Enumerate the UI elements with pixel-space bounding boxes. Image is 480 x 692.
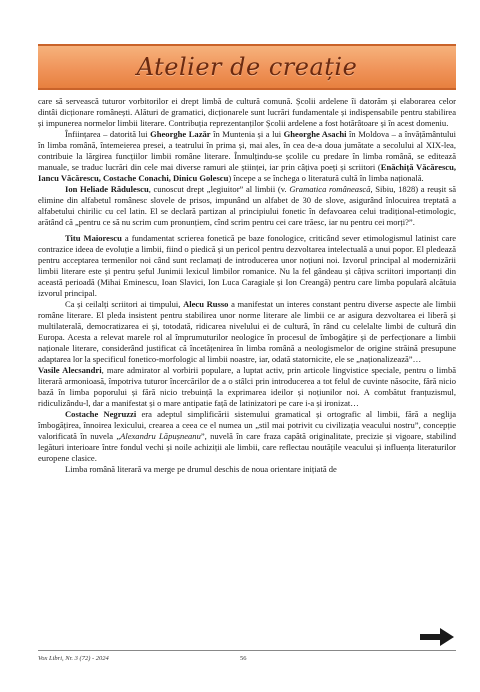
paragraph-4 <box>38 233 456 299</box>
footer-divider <box>38 650 456 651</box>
text-run: a fundamentat scrierea fonetică pe baze fonologice, criticând sever etimologismul latinist care contrazice ideea de evoluție a limbii, fiind o piedică și un pericol pentru dezvoltarea intelectuală a unui popor. El pledează pentru acceptarea termenilor noi când sunt reclamați de introducerea unor noțiuni noi. Izvorul principal al modernizării limbii literare este și pentru șeful Junimii lexicul limbilor romanice. Nu la fel gândeau și câțiva scriitori importanți din această perioadă (Mihai Eminescu, Ioan Slavici, Ion Luca Caragiale și Ion Creangă) pentru care limba populară alcătuia izvorul principal. <box>38 233 456 298</box>
text-run: Ca și ceilalți scriitori ai timpului, <box>65 299 184 309</box>
paragraph-2 <box>38 129 456 184</box>
section-banner <box>38 44 456 90</box>
text-run: ”, nuvelă în care fraza capătă originalitate, precizie și vigoare, stabilind legături interioare între fondul vechi și noile achiziții ale limbii, care reflectau noutățile veacului și influența literaturilor europene clasice. <box>38 431 456 463</box>
bold-name: Ion Heliade Rădulescu <box>65 184 149 194</box>
italic-title: Alexandru Lăpușneanu <box>120 431 201 441</box>
right-arrow-icon <box>420 628 454 646</box>
bold-name: Costache Negruzzi <box>65 409 137 419</box>
section-title: Atelier de creație <box>136 53 358 81</box>
journal-info: Vox Libri, Nr. 3 (72) - 2024 <box>38 655 109 662</box>
paragraph-5 <box>38 299 456 365</box>
text-run: era adeptul simplificării sistemului gramatical și ortografic al limbii, fără a neglija îmbogățirea, înnoirea lexicului, crearea a ceea ce el numea un „stil mai potrivit cu civilizația veacului nostru”, concepție valorificată în nuvela „ <box>38 409 456 441</box>
page-number: 56 <box>240 655 247 662</box>
paragraph-3 <box>38 184 456 228</box>
paragraph-6 <box>38 365 456 409</box>
bold-name: Titu Maiorescu <box>65 233 122 243</box>
text-run: în Muntenia și a lui <box>210 129 284 139</box>
article-body <box>38 96 456 475</box>
text-run: Înființarea – datorită lui <box>65 129 151 139</box>
text-run: a manifestat un interes constant pentru diverse aspecte ale limbii române literare. El pleda insistent pentru stabilirea unor norme literare ale limbii ce ar asigura dezvoltarea ei liberă și multilaterală, democratizarea ei și, totodată, ridicarea nivelului ei de cultură, în rând cu celelalte limbi de cultură din Europa. Acesta a relevat marele rol al împrumuturilor neologice în procesul de îmbogățire și de perfecționare a limbii naționale literare, considerând justificat că încetățenirea în limba română a neologismelor de origine străină presupune adaptarea lor la specificul fonetico-morfologic al limbii noastre, iar, odată statornicite, ele se „naționalizează”… <box>38 299 456 364</box>
paragraph-1 <box>38 96 456 129</box>
bold-name: Vasile Alecsandri <box>38 365 102 375</box>
text-run: care să servească tuturor vorbitorilor ei drept limbă de cultură comună. Școlii ardelene îi datorăm și elaborarea celor dintâi dicționare românești. Alături de gramatici, dicționarele sunt lucrări fundamentale și indispensabile pentru stabilirea și impunerea normelor limbii literare. Contribuția reprezentanților Școlii ardelene a fost hotărâtoare și în acest domeniu. <box>38 96 456 128</box>
bold-name: Gheorghe Lazăr <box>150 129 211 139</box>
bold-name: Gheorghe Asachi <box>283 129 347 139</box>
paragraph-7 <box>38 409 456 464</box>
text-run: , cunoscut drept „legiuitor” al limbii (v. <box>148 184 290 194</box>
text-run: Limba română literară va merge pe drumul deschis de noua orientare inițiată de <box>65 464 337 474</box>
italic-title: Gramatica românească <box>289 184 371 194</box>
bold-name: Enăchiță Văcărescu, Iancu Văcărescu, Costache Conachi, Dinicu Golescu <box>38 162 456 183</box>
paragraph-8 <box>38 464 456 475</box>
text-run: , Sibiu, 1828) a reușit să elimine din alfabetul românesc slovele de prisos, impunând un alfabet de 30 de slove, asigurând înlocuirea treptată a alfabetului chirilic cu cel latin. El se declară partizan al principiului fonetic în defavoarea celui tradițional-etimologic, arătând că „pentru ce să nu scrim cum pronunțiem, cînd scrim pentru cei care trăesc, iar nu pentru cei morți?”. <box>38 184 456 227</box>
text-run: în Moldova – a învățământului în limba română, întemeierea presei, a teatrului în prima și, mai ales, în cea de-a doua jumătate a secolului al XIX-lea, contribuie la lărgirea funcțiilor limbii române literare. Înmulțindu-se școlile cu predare în limba română, se editează manuale, se traduc lucrări din cele mai diverse ramuri ale științei, iar prin câțiva poeți și scriitori ( <box>38 129 456 172</box>
bold-name: Alecu Russo <box>183 299 229 309</box>
text-run: ) începe a se închega o literatură cultă în limba națională. <box>228 173 424 183</box>
text-run: , mare admirator al vorbirii populare, a luptat activ, prin articole lingvistice speciale, pentru o limbă literară armonioasă, împotriva tuturor încercărilor de a o stâlci prin introducerea a tot felul de cuvinte năsocite, fără nicio bază în limba poporului și fără nicio trebuință la exprimarea ideilor și noțiunilor noi. A combătut franțuzismul, ridiculizându-l, dar a manifestat și o mare antipatie față de latinizatori pe care i-a și ironizat… <box>38 365 457 408</box>
